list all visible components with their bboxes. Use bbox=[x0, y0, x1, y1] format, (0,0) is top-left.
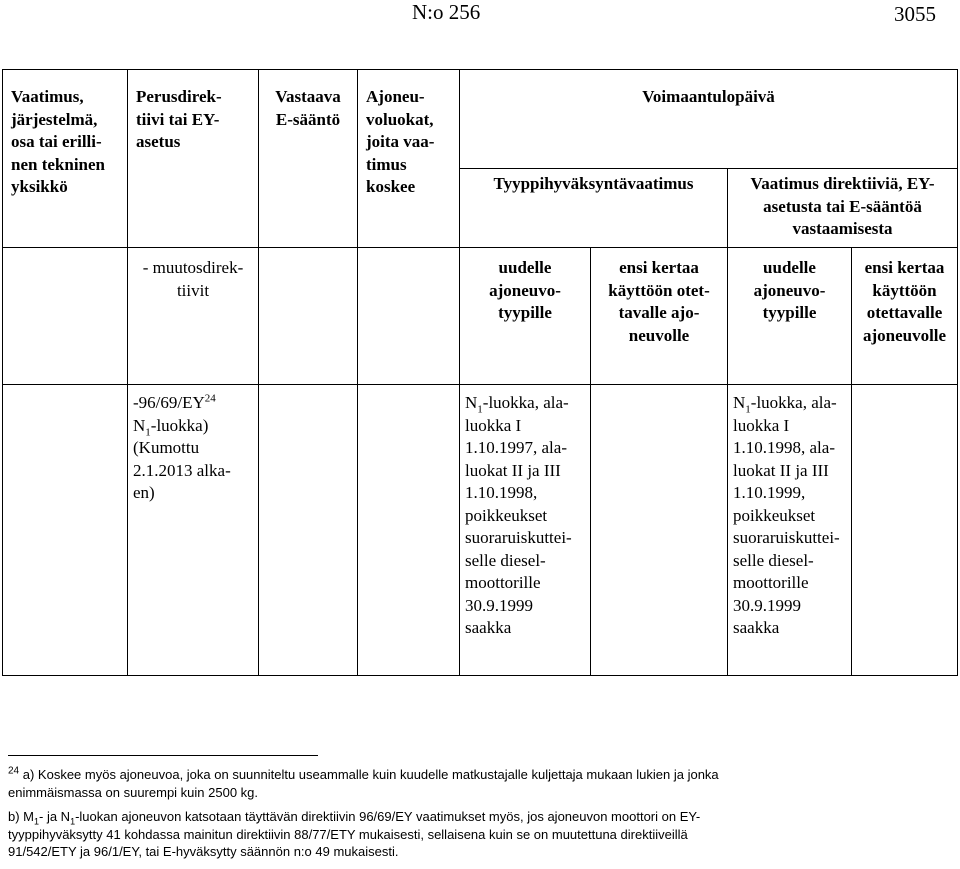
header-effective-date: Voimaantulopäivä bbox=[460, 70, 958, 169]
footnote-separator bbox=[8, 755, 318, 756]
page-number: 3055 bbox=[894, 2, 936, 26]
row-empty-1 bbox=[3, 385, 128, 676]
row-empty-3 bbox=[259, 385, 358, 676]
row-empty-4 bbox=[358, 385, 460, 676]
row-type-approval-new: $N_1$-luokka, ala- luokka I 1.10.1997, ala- luokat II ja III 1.10.1998, poikkeukset suoraruiskuttei- selle diesel- moottorille 30.9.1999 saakka bbox=[460, 385, 591, 676]
sub-first-registration-2: ensi kertaa käyttöön otettavalle ajoneuvolle bbox=[852, 248, 958, 385]
sub-empty-1 bbox=[3, 248, 128, 385]
row-compliance-new: $N_1$-luokka, ala- luokka I 1.10.1998, ala- luokat II ja III 1.10.1999, poikkeukset suoraruiskuttei- selle diesel- moottorille 30.9.1999 saakka bbox=[728, 385, 852, 676]
header-e-regulation: Vastaava E-sääntö bbox=[259, 70, 358, 248]
sub-first-registration-1: ensi kertaa käyttöön otet- tavalle ajo- neuvolle bbox=[591, 248, 728, 385]
footnote-number: 24 bbox=[8, 765, 20, 777]
footnote-b: b) $M_1-$ ja $N_1$-luokan ajoneuvon katsotaan täyttävän direktiivin 96/69/EY vaatimukset myös, jos ajoneuvon moottori on EY- tyyppihyväksytty 41 kohdassa mainitun direktiivin 88/77/ETY mukaisesti, sellaisena kuin se on muutettuna direktiiveillä 91/542/ETY ja 96/1/EY, tai E-hyväksytty säännön n:o 49 mukaisesti. bbox=[8, 809, 701, 859]
row-directive-cell: -96/69/EY$^{24}$ $N_1-luokka$) (Kumottu 2.1.2013 alka- en) bbox=[128, 385, 259, 676]
directive-number: -96/69/EY bbox=[133, 393, 205, 412]
footnote-a: $^{24}$ a) Koskee myös ajoneuvoa, joka on suunniteltu useammalle kuin kuudelle matkustajalle kuljettaja mukaan lukien ja jonka enimmäismassa on suurempi kuin 2500 kg. bbox=[8, 765, 719, 800]
header-type-approval: Tyyppihyväksyntävaatimus bbox=[460, 169, 728, 248]
sub-empty-3 bbox=[259, 248, 358, 385]
row-empty-6 bbox=[591, 385, 728, 676]
sub-new-type-2: uudelle ajoneuvo- tyypille bbox=[728, 248, 852, 385]
requirements-table bbox=[2, 69, 958, 676]
header-requirement: Vaatimus, järjestelmä, osa tai erilli- nen tekninen yksikkö bbox=[3, 70, 128, 248]
header-vehicle-classes: Ajoneu- voluokat, joita vaa- timus koskee bbox=[358, 70, 460, 248]
sub-empty-4 bbox=[358, 248, 460, 385]
page-header-left: N:o 256 bbox=[412, 0, 481, 24]
footnote-ref: 24 bbox=[204, 392, 216, 405]
header-compliance: Vaatimus direktiiviä, EY- asetusta tai E-sääntöä vastaamisesta bbox=[728, 169, 958, 248]
row-empty-8 bbox=[852, 385, 958, 676]
sub-amending-directives: - muutosdirek- tiivit bbox=[128, 248, 259, 385]
sub-new-type-1: uudelle ajoneuvo- tyypille bbox=[460, 248, 591, 385]
header-base-directive: Perusdirek- tiivi tai EY- asetus bbox=[128, 70, 259, 248]
